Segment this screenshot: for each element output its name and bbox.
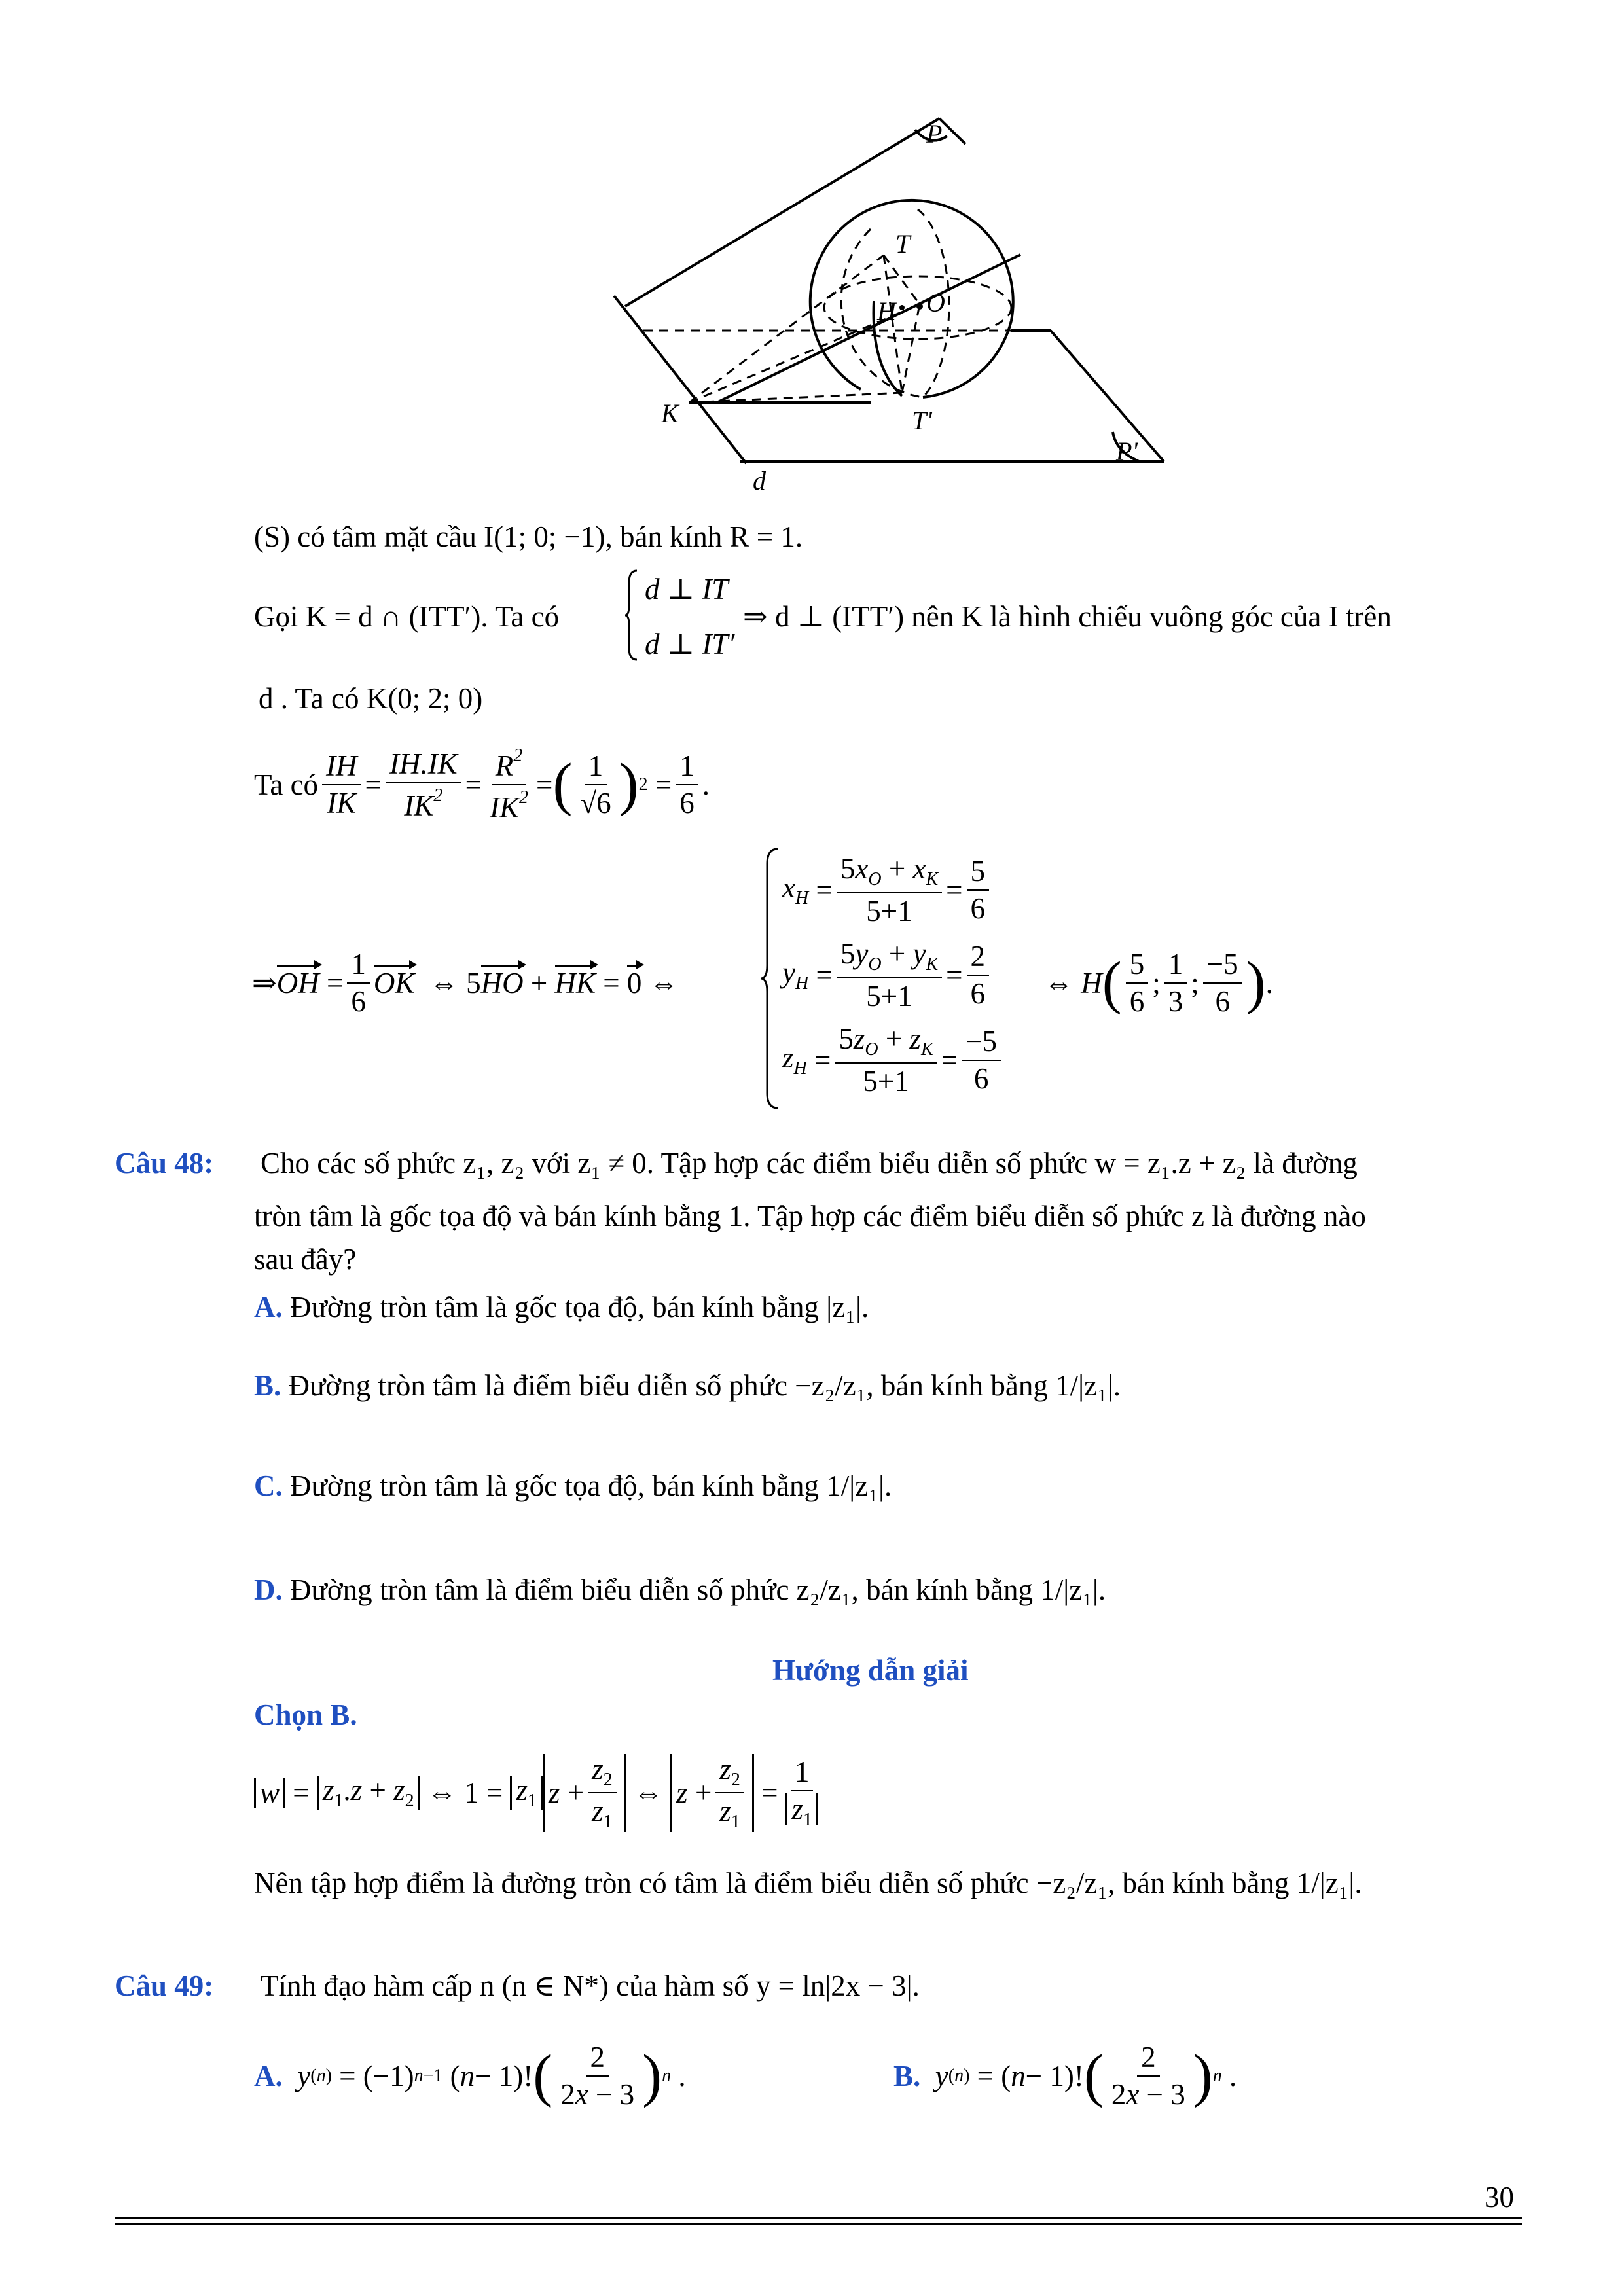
coord-system-brace <box>761 848 779 1109</box>
answer-choice: Chọn B. <box>254 1698 357 1731</box>
footer-rule-thick <box>115 2217 1522 2219</box>
option-B[interactable] <box>254 1371 1121 1401</box>
system-eq-2: d ⊥ IT′ <box>645 628 735 660</box>
H-coordinates: ⇔ H ( $\frac{5}{6}$ ; $\frac{1}{3}$ ; $\frac{-5}{6}$ ) . <box>1044 948 1273 1018</box>
coord-system: $x_H$ = $\frac{5x_O + x_K}{5+1}$ = $\frac{5}{6}$ $y_H$ = $\frac{5y_O + y_K}{5+1}$ = $\frac{2}{6}$ $z_H$ = $\frac{5z_O + z_K}{5+1}$ = $\frac{-5}{6}$ <box>782 848 1005 1103</box>
system-brace <box>625 569 638 661</box>
q49-option-A[interactable]: A. y (n) = (−1) n−1 ( n − 1)! ( $\frac{2}{2x - 3}$ ) n . <box>254 2041 686 2111</box>
solution-line-K-intro: Gọi K = d ∩ (ITT′). Ta có <box>254 600 560 633</box>
fraction-IHIK-IK2: $\frac{IH.IK}{IK^2}$ <box>386 749 461 822</box>
ratio-line: Ta có $\frac{IH}{IK}$ = $\frac{IH.IK}{IK^2}$ = $\frac{R^2}{IK^2}$ = ( $\frac{1}{√6}$ ) 2 = $\frac{1}{6}$ . <box>254 745 710 825</box>
label-K: K <box>661 399 679 428</box>
fraction-IH-IK: $\frac{IH}{IK}$ <box>322 751 361 819</box>
question-49-label: Câu 49: <box>115 1969 214 2002</box>
question-49-text: Tính đạo hàm cấp n (n ∈ N*) của hàm số y = ln|2x − 3|. <box>261 1969 920 2002</box>
conclusion-line: Nên tập hợp điểm là đường tròn có tâm là điểm biểu diễn số phức −z₂/z₁, bán kính bằng 1/|z₁|. <box>254 1867 1362 1899</box>
question-48-line1: Cho các số phức z₁, z₂ với z₁ ≠ 0. Tập hợp các điểm biểu diễn số phức w = z₁.z + z₂ là đường <box>261 1147 1358 1179</box>
modulus-derivation: w = $z_1.z + z_2$ ⇔ 1 = $z_1$ z + $\frac{z_2}{z_1}$ ⇔ z + $\frac{z_2}{z_1}$ = $\frac{1}{z_1}$ <box>254 1754 826 1832</box>
fraction-R2-IK2: $\frac{R^2}{IK^2}$ <box>490 745 529 825</box>
option-B-text: Đường tròn tâm là điểm biểu diễn số phức −z₂/z₁, bán kính bằng 1/|z₁|. <box>288 1369 1121 1402</box>
q49-option-A-key: A. <box>254 2059 283 2092</box>
option-D-key: D. <box>254 1573 283 1606</box>
guide-title: Hướng dẫn giải <box>772 1654 969 1687</box>
option-D-text: Đường tròn tâm là điểm biểu diễn số phức z₂/z₁, bán kính bằng 1/|z₁|. <box>290 1573 1106 1606</box>
option-C-key: C. <box>254 1469 283 1502</box>
label-O: O <box>926 288 945 317</box>
system-eq-1: d ⊥ IT <box>645 573 729 605</box>
q49-option-B[interactable]: B. y (n) = ( n − 1)! ( $\frac{2}{2x - 3}$ ) n . <box>893 2041 1237 2111</box>
option-A[interactable] <box>254 1293 869 1322</box>
label-P-prime: P' <box>1116 437 1138 466</box>
question-48-line2: tròn tâm là gốc tọa độ và bán kính bằng 1. Tập hợp các điểm biểu diễn số phức z là đường nào <box>254 1200 1366 1232</box>
label-T-prime: T' <box>912 406 932 435</box>
option-A-text: Đường tròn tâm là gốc tọa độ, bán kính bằng |z₁|. <box>290 1291 869 1323</box>
footer-rule-thin <box>115 2223 1522 2225</box>
solution-line-sphere: (S) có tâm mặt cầu I(1; 0; −1), bán kính R = 1. <box>254 520 803 553</box>
fraction-1-6: $\frac{1}{6}$ <box>676 751 698 819</box>
label-T: T <box>895 229 911 259</box>
q49-option-B-key: B. <box>893 2059 921 2092</box>
option-C-text: Đường tròn tâm là gốc tọa độ, bán kính bằng 1/|z₁|. <box>290 1469 892 1502</box>
option-A-key: A. <box>254 1291 283 1323</box>
label-d: d <box>753 466 766 495</box>
option-D[interactable] <box>254 1575 1106 1605</box>
option-B-key: B. <box>254 1369 281 1402</box>
option-C[interactable] <box>254 1471 892 1501</box>
solution-line-K-conclusion: ⇒ d ⊥ (ITT′) nên K là hình chiếu vuông góc của I trên <box>743 600 1392 633</box>
solution-line-K-coords: d . Ta có K(0; 2; 0) <box>259 682 483 715</box>
fraction-1-sqrt6: $\frac{1}{√6}$ <box>580 749 611 820</box>
label-P: P <box>926 119 943 149</box>
ratio-prefix: Ta có <box>254 768 319 801</box>
vector-equation: ⇒ OH = $\frac{1}{6}$ OK ⇔ 5 HO + HK = 0 ⇔ <box>252 948 679 1018</box>
question-48-line3: sau đây? <box>254 1243 357 1276</box>
label-H: H <box>877 296 896 326</box>
page-number: 30 <box>1485 2181 1514 2214</box>
question-48-label: Câu 48: <box>115 1147 214 1179</box>
